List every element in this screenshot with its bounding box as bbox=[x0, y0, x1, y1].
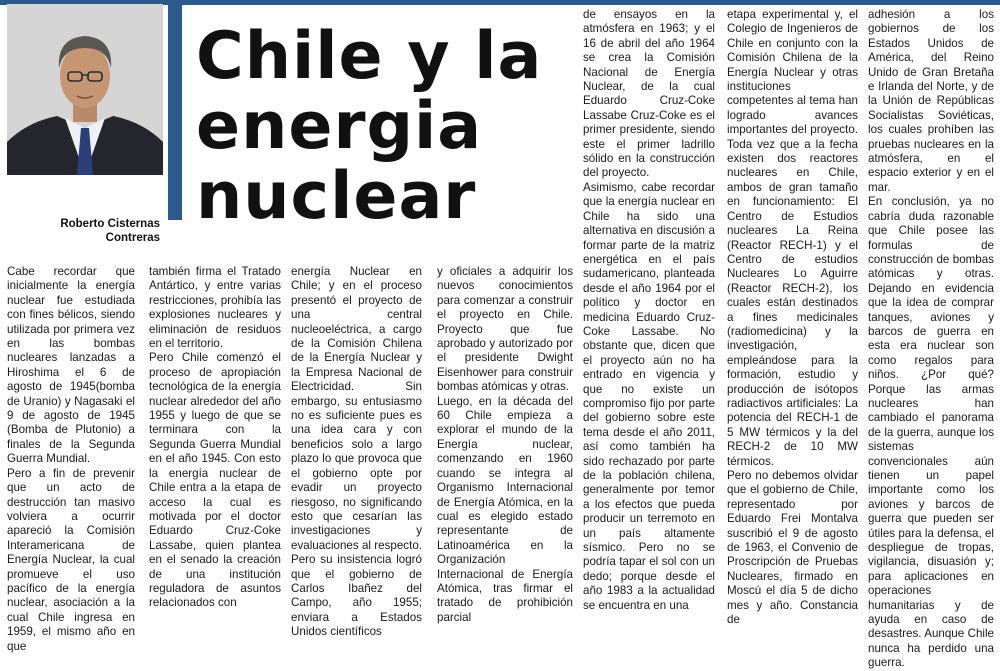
paragraph: Pero no debemos olvidar que el gobierno de Chile, representado por Eduardo Frei Montalva suscribió el 9 de agosto de 1963, el Convenio de Proscripción de Pruebas Nucleares, firmado en Moscú el día 5 de dicho mes y año. Constancia de bbox=[727, 469, 858, 627]
paragraph: En conclusión, ya no cabría duda razonable que Chile posee las formulas de construcción de bombas atómicas y otras. Dejando en evidencia que la idea de comprar tanques, aviones y barcos de guerra en esta era nuclear son como regalos para niños. ¿Por qué? Porque las armas nucleares han cambiado el panorama de la guerra, aunque los sistemas convencionales aún tienen un papel importante como los aviones y barcos de guerra que pueden ser útiles para la defensa, el despliegue de tropas, vigilancia, disuasión y; para aplicaciones en operaciones humanitarias y de ayuda en caso de desastres. Aunque Chile nunca ha perdido una guerra. bbox=[868, 195, 994, 670]
accent-vertical-bar bbox=[168, 0, 182, 220]
paragraph: etapa experimental y, el Colegio de Ingenieros de Chile en conjunto con la Comisión Chilena de la Energía Nuclear y otras instituciones competentes al tema han logrado avances importantes del proyecto. Toda vez que a la fecha existen dos reactores nucleares en Chile, ambos de gran tamaño en funcionamiento: El Centro de Estudios nucleares La Reina (Reactor RECH-1) y el Centro de estudios Nucleares Lo Aguirre (Reactor RECH-2), los cuales están destinados a fines medicinales (radiomedicina) y la investigación, empleándose para la formación, estudio y producción de isótopos radiactivos artificiales: La potencia del RECH-1 de 5 MW térmicos y la del RECH-2 de 10 MW térmicos. bbox=[727, 8, 858, 468]
paragraph: adhesión a los gobiernos de los Estados Unidos de América, del Reino Unido de Gran Bretaña e Irlanda del Norte, y de la Unión de Repúblicas Socialistas Soviéticas, los cuales prohíben las pruebas nucleares en la atmósfera, en el espacio exterior y en el mar. bbox=[868, 8, 994, 194]
author-name: Roberto Cisternas Contreras bbox=[60, 218, 160, 244]
paragraph: también firma el Tratado Antártico, y entre varias restricciones, prohibía las explosiones nucleares y eliminación de residuos en el territorio. bbox=[149, 265, 281, 351]
paragraph: Cabe recordar que inicialmente la energía nuclear fue estudiada con fines bélicos, siendo utilizada por primera vez en las bombas nucleares lanzadas a Hiroshima el 6 de agosto de 1945(bomba de Uranio) y Nagasaki el 9 de agosto de 1945 (Bomba de Plutonio) a finales de la Segunda Guerra Mundial. bbox=[7, 265, 135, 466]
author-portrait-icon bbox=[7, 4, 163, 175]
author-photo bbox=[7, 4, 163, 175]
headline: Chile y la energia nuclear bbox=[196, 19, 543, 234]
paragraph: y oficiales a adquirir los nuevos conocimientos para comenzar a construir el proyecto en Chile. Proyecto que fue aprobado y autorizado por el presidente Dwight Eisenhower para construir bombas atómicas y otras. bbox=[437, 265, 573, 394]
paragraph: Pero Chile comenzó el proceso de apropiación tecnológica de la energía nuclear alrededor del año 1955 y luego de que se terminara con la Segunda Guerra Mundial en el año 1945. Con esto la energía nuclear de Chile entra a la etapa de acceso la cual es motivada por el doctor Eduardo Cruz-Coke Lassabe, quien plantea en el senado la creación de una institución reguladora de asuntos relacionados con bbox=[149, 351, 281, 610]
paragraph: Asimismo, cabe recordar que la energía nuclear en Chile ha sido una alternativa en discusión a formar parte de la matriz energética en el país sudamericano, planteada desde el año 1964 por el político y doctor en medicina Eduardo Cruz-Coke Lassabe. No obstante que, dicen que el proyecto aún no ha entrado en vigencia y que no existe un compromiso fijo por parte del gobierno sobre este tema desde el año 2011, así como también ha sido rechazado por parte de la población chilena, generalmente por temor a los efectos que pueda producir un terremoto en un país altamente sísmico. Pero no se podría tapar el sol con un dedo; porque desde el año 1983 a la actualidad se encuentra en una bbox=[583, 180, 715, 612]
article-column-3 bbox=[291, 265, 422, 639]
article-column-6 bbox=[727, 8, 858, 627]
article-column-4 bbox=[437, 265, 573, 624]
article-column-1 bbox=[7, 265, 135, 653]
paragraph: Luego, en la década del 60 Chile empieza a explorar el mundo de la Energía nuclear, comenzando en 1960 cuando se integra al Organismo Internacional de Energía Atómica, en la cual es elegido estado representante de Latinoamérica en la Organización Internacional de Energía Atómica, tras firmar el tratado de prohibición parcial bbox=[437, 394, 573, 624]
article-column-7 bbox=[868, 8, 994, 670]
paragraph: Pero a fin de prevenir que un acto de destrucción tan masivo volviera a ocurrir apareció la Comisión Interamericana de Energía Nuclear, la cual promueve el uso pacífico de la energía nuclear, asociación a la cual Chile ingresa en 1959, el mismo año en que bbox=[7, 466, 135, 653]
paragraph: energía Nuclear en Chile; y en el proceso presentó el proyecto de una central nucleoeléctrica, a cargo de la Comisión Chilena de la Energía Nuclear y la Empresa Nacional de Electricidad. Sin embargo, su entusiasmo no es suficiente pues es una idea cara y con beneficios solo a largo plazo lo que provoca que el gobierno opte por evadir un proyecto riesgoso, no significando esto que cesarían las investigaciones y evaluaciones al respecto. Pero su insistencia logró que el gobierno de Carlos Ibañez del Campo, año 1955; enviara a Estados Unidos científicos bbox=[291, 265, 422, 639]
paragraph: de ensayos en la atmósfera en 1963; y el 16 de abril del año 1964 se crea la Comisión Nacional de Energía Nuclear, de la cual Eduardo Cruz-Coke Lassabe Cruz-Coke es el primer presidente, siendo este el primer ladrillo sólido en la construcción del proyecto. bbox=[583, 8, 715, 180]
article-column-2 bbox=[149, 265, 281, 614]
article-column-5 bbox=[583, 8, 715, 614]
